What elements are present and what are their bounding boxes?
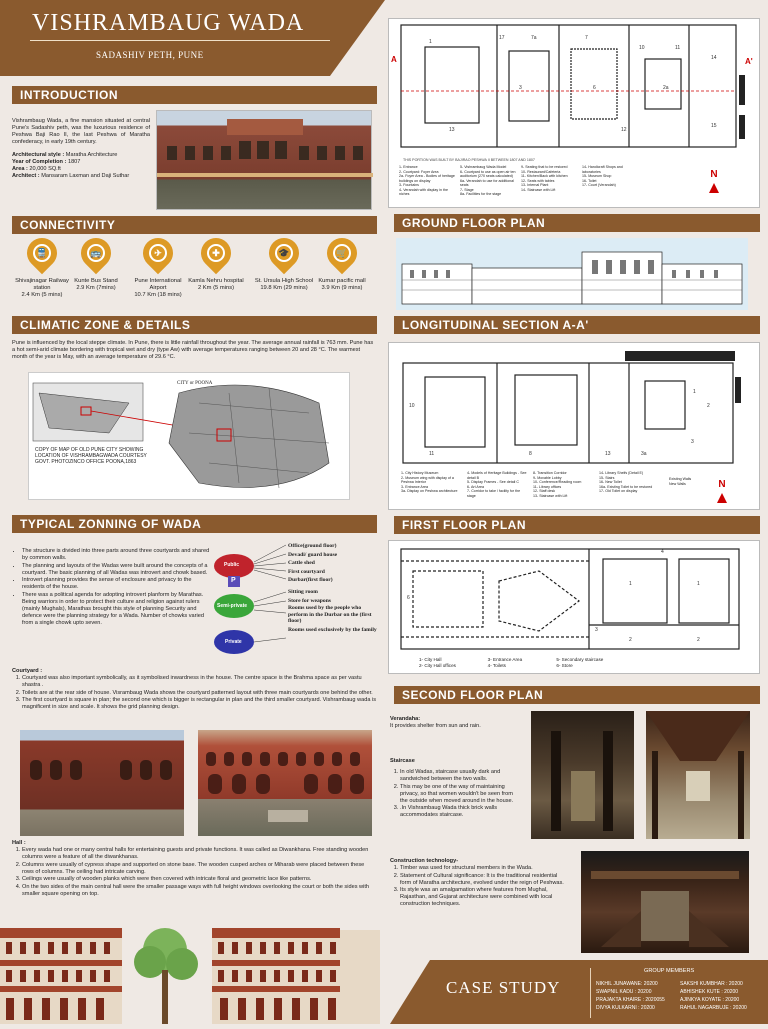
courtyard-title: Courtyard : bbox=[12, 668, 43, 674]
courtyard-photo-1-arches bbox=[20, 730, 184, 836]
svg-text:3: 3 bbox=[595, 627, 598, 633]
verandah-body: It provides shelter from sun and rain. bbox=[390, 723, 481, 729]
svg-text:13: 13 bbox=[605, 451, 611, 457]
map-drawing bbox=[29, 373, 351, 501]
hall-item: 4. On the two sides of the main central hall were the smaller passage ways with full height windows overlooking the court or both the sides with smaller square opening on top. bbox=[22, 884, 377, 898]
staircase-item: 1. In old Wadas, staircase usually dark and sandwiched between the two walls. bbox=[400, 769, 520, 783]
courtyard-interior-photo bbox=[581, 851, 749, 953]
construction-title: Construction technology- bbox=[390, 858, 459, 864]
courtyard-item: 3. The first courtyard is square in plan; the second one which is bigger is rectangular in plan and the third smaller courtyard. Vishrambaug wada is magnificent in size and scale. It shows the grid planning design. bbox=[22, 697, 377, 711]
staircase-section bbox=[390, 758, 520, 820]
construction-section bbox=[390, 858, 570, 909]
svg-text:11: 11 bbox=[675, 45, 681, 51]
svg-text:1: 1 bbox=[693, 389, 696, 395]
north-label: N bbox=[718, 479, 726, 490]
svg-text:15: 15 bbox=[711, 123, 717, 129]
svg-text:17: 17 bbox=[499, 35, 505, 41]
zoning-bullet: • Introvert planning provides the sense of enclosure and privacy to the residents of the house. bbox=[22, 577, 210, 591]
svg-text:2: 2 bbox=[629, 637, 632, 643]
svg-text:1: 1 bbox=[629, 581, 632, 587]
zoning-bullet: • The planning and layouts of the Wadas were built around the concepts of a courtyard. The basic planning of all Wadas was introvert and chowk based. bbox=[22, 563, 210, 577]
zone-private-label: Private bbox=[225, 639, 242, 645]
second-floor-plan bbox=[388, 540, 760, 674]
group-title: GROUP MEMBERS bbox=[644, 968, 695, 974]
map-title: CITY or POONA bbox=[177, 381, 213, 386]
staircase-item: 2. This may be one of the way of maintaining privacy, so that women wouldn't be seen from the outside when moved around in the house. bbox=[400, 784, 520, 805]
climate-text: Pune is influenced by the local steppe climate. In Pune, there is little rainfall throughout the year. The average annual rainfall is 763 mm. Pune has a hot semi-arid climate bordering with tropical wet and dry (type Aw) with average temperatures ranging between 20 and 28 °C. The warmest month of the year is May, with an average temperature of 29.6 °C. bbox=[12, 340, 374, 360]
north-label: N bbox=[710, 169, 718, 180]
first-floor-plan bbox=[388, 342, 760, 510]
map-caption: COPY OF MAP OF OLD PUNE CITY SHOWING LOCATION OF VISHRAMBAGWADA COURTESY GOVT. PHOTOZINCO OFFICE POONA,1863 bbox=[35, 447, 147, 465]
sf-heading: SECOND FLOOR PLAN bbox=[394, 686, 760, 704]
verandah-section bbox=[390, 716, 520, 730]
conn-train bbox=[12, 234, 72, 299]
zone-labels: Office(ground floor) Devadi/ guard house Cattle shed First courtyard Durbar(first floor) Sitting room Store for weapons Rooms used by the people who perform in the Durbar on the (first floor) Rooms used exclusively by the family bbox=[288, 543, 377, 633]
longitudinal-section bbox=[396, 238, 748, 310]
construction-item: 1. Timber was used for structural members in the Wada. bbox=[400, 865, 570, 872]
svg-text:8: 8 bbox=[529, 451, 532, 457]
zoning-bullet: • The structure is divided into three parts around three courtyards and shared by common walls. bbox=[22, 548, 210, 562]
ff-legend-keys: Existing Walls New Walls bbox=[669, 477, 692, 486]
courtyard-item: 2. Toilets are at the rear side of house. Visrambaug Wada shows the courtyard patterned layout with three main courtyards one behind the other. bbox=[22, 690, 377, 697]
ff-heading: FIRST FLOOR PLAN bbox=[394, 516, 760, 534]
zoning-bullet: • There was a political agenda for adopting introvert planform by Marathas. Being warriors in order to protect their culture and religion against rulers (mainly Mughals), Marathas brought this style of planning Security and defence were the planning strategy for a Wada. Number of chowks varied from a single chowk upto seven. bbox=[22, 592, 210, 627]
section-heading: LONGITUDINAL SECTION A-A' bbox=[394, 316, 760, 334]
svg-text:3: 3 bbox=[691, 439, 694, 445]
mall-icon: 🛒 bbox=[333, 244, 351, 262]
svg-text:6: 6 bbox=[407, 595, 410, 601]
staircase-photo-detail bbox=[531, 711, 634, 839]
connectivity-list bbox=[12, 234, 377, 314]
verandah-photo-detail bbox=[646, 711, 750, 839]
staircase-item: 3. .In Vishrambaug Wada thick brick walls accommodates staircase. bbox=[400, 805, 520, 819]
zoning-diagram bbox=[214, 542, 377, 660]
svg-text:12: 12 bbox=[621, 127, 627, 133]
zoning-bullets bbox=[12, 548, 210, 627]
hall-title: Hall : bbox=[12, 840, 26, 846]
staircase-title: Staircase bbox=[390, 758, 415, 764]
footer-divider bbox=[590, 968, 591, 1018]
intro-text bbox=[12, 118, 150, 180]
fact-architect: Architect : Mansaram Laxman and Daji Suthar bbox=[12, 173, 130, 179]
conn-bus bbox=[66, 234, 126, 292]
courtyard-photo-2 bbox=[198, 730, 372, 836]
hall-section bbox=[12, 840, 377, 898]
courtyard-section bbox=[12, 668, 377, 712]
marker-a-prime: A' bbox=[745, 57, 753, 66]
members-right: SAKSHI KUMBHAR : 20200 ABHISHEK KUTE : 20200 AJINKYA KOYATE : 20200 RAHUL NAGARBUJE : 20200 bbox=[680, 981, 747, 1011]
verandah-title: Verandaha: bbox=[390, 716, 421, 722]
header-banner bbox=[0, 0, 385, 76]
conn-label: Kamla Nehru hospital 2 Km (5 mins) bbox=[188, 278, 244, 291]
footer-bar bbox=[390, 960, 768, 1024]
section-drawing bbox=[396, 238, 748, 310]
verandah-photo bbox=[646, 711, 750, 839]
marker-a: A bbox=[391, 55, 397, 64]
conn-mall bbox=[312, 234, 372, 292]
svg-text:13: 13 bbox=[449, 127, 455, 133]
conn-school bbox=[254, 234, 314, 292]
sf-legend: 1- City Hall 2- City Hall offices 3- Entrance Area 4- Toilets 5- Secondary staircase 6- Store bbox=[419, 657, 604, 668]
north-arrow bbox=[709, 169, 719, 198]
gf-note: THIS PORTION WAS BUILT BY BAJIRAO PESHWA II BETWEEN 1807 AND 1807 bbox=[403, 158, 535, 162]
conn-label: Shivajinagar Railway station 2.4 Km (5 mins) bbox=[15, 278, 69, 298]
connectivity-heading: CONNECTIVITY bbox=[12, 216, 377, 234]
courtyard-photo-1 bbox=[20, 730, 184, 836]
svg-text:2a: 2a bbox=[663, 85, 669, 91]
fact-area: Area : 20,000 SQ.ft bbox=[12, 166, 61, 172]
construction-item: 3. Its style was an amalgamation where features from Mughal, Rajasthan, and Gujarat architecture were combined with local construction techniques. bbox=[400, 887, 570, 908]
zone-p-label: P bbox=[231, 577, 236, 584]
construction-item: 2. Statement of Cultural significance: It is the traditional residential form of Maratha architecture, evolved under the reign of Peshwas. bbox=[400, 873, 570, 887]
conn-label: Kunte Bus Stand 2.9 Km (7mins) bbox=[74, 278, 118, 291]
svg-text:1: 1 bbox=[697, 581, 700, 587]
school-icon: 🎓 bbox=[275, 244, 293, 262]
climate-heading: CLIMATIC ZONE & DETAILS bbox=[12, 316, 377, 334]
title-underline bbox=[30, 40, 330, 41]
svg-text:14: 14 bbox=[711, 55, 717, 61]
conn-label: Pune International Airport 10.7 Km (18 mins) bbox=[134, 278, 182, 298]
hall-item: 2. Columns were usually of cypress shape and supported on stone base. The wooden cusped arches or Miharab were placed between these rows of columns. The ceiling had intricate carving. bbox=[22, 862, 377, 876]
svg-text:1: 1 bbox=[429, 39, 432, 45]
airplane-icon: ✈ bbox=[149, 244, 167, 262]
members-left: NIKHIL JUNAWANE: 20200 SWAPNIL KADU : 20200 PRAJAKTA KHAIRE : 2020055 DIVYA KULKARNI : 20200 bbox=[596, 981, 665, 1011]
page-title: VISHRAMBAUG WADA bbox=[32, 10, 305, 36]
fact-year: Year of Completion : 1807 bbox=[12, 159, 81, 165]
svg-text:4: 4 bbox=[661, 549, 664, 555]
second-floor-plan-drawing bbox=[389, 541, 761, 675]
bottom-elevations bbox=[0, 920, 380, 1024]
gf-heading: GROUND FLOOR PLAN bbox=[394, 214, 760, 232]
intro-photo bbox=[156, 110, 372, 210]
courtyard-item: 1. Courtyard was also important symbolically, as it symbolised inwardness in the house. The centre space is the Brahma space as per vastu shastra . bbox=[22, 675, 377, 689]
intro-heading: INTRODUCTION bbox=[12, 86, 377, 104]
svg-text:2: 2 bbox=[697, 637, 700, 643]
svg-text:7: 7 bbox=[585, 35, 588, 41]
north-arrow-icon bbox=[709, 183, 719, 193]
courtyard-interior-detail bbox=[581, 851, 749, 953]
svg-text:10: 10 bbox=[639, 45, 645, 51]
gf-legend: 1- Entrance 2- Courtyard: Foyer Area 2a- Foyer Area - Bodies of heritage buildings on display 3- Fountains 4- Verandah with display in the niches 5- Vishrambaug Wada Model 6- Courtyard to use as open air ten auditorium (270 seats calculated) 6a- Verandah to use for additional seats 7- Stage 8a- Facilities for the stage 9- Seating that to be restored 10- Restaurant/Cafeteria 11- Kitchen/Back with kitchen 12- Seats with tables 13- Internal Plant 14- Staircase with Lift 14- Handicraft Shops and laboratories 15- Museum Shop 16- Toilet 17- Court (Verandah) bbox=[399, 165, 623, 196]
intro-body: Vishrambaug Wada, a fine mansion situated at central Pune's Sadashiv peth, was the luxurious residence of Peshwa Baji Rao II, the last Peshwa of Maratha confederacy, in early 19th century. bbox=[12, 118, 150, 145]
train-icon: 🚆 bbox=[33, 244, 51, 262]
conn-hospital bbox=[186, 234, 246, 292]
hall-item: 1. Every wada had one or many central halls for entertaining guests and private functions. It was called as Diwankhana. Free standing wooden columns were a feature of all the diwankhanas. bbox=[22, 847, 377, 861]
elevation-drawing bbox=[0, 920, 380, 1024]
svg-text:6: 6 bbox=[593, 85, 596, 91]
ff-legend: 1- City History Museum 2- Museum wing with display of a Peshwa Interior 3- Entrance Area 3a- Display on Peshwa architecture 4- Models of Heritage Buildings - See detail B 5- Display Frames - See detail C 6- Art Area 7- Corridor to take / facility for the stage 8- Transition Corridor 9- Movable Lobby 10- Conference/Reading room 11- Library offices 12- Staff desk 13- Staircase with Lift 14- Library Shelfs (Detail E) 15- Stairs 16- New Toilet 16a- Existing Toilet to be restored 17- Old Toilet on display bbox=[401, 471, 653, 498]
fact-style: Architectural style : Maratha Architecture bbox=[12, 152, 118, 158]
zone-semiprivate-label: Semi-private bbox=[217, 603, 248, 609]
hall-item: 3. Ceilings were usually of wooden planks which were then covered with intricate floral and geometric lace like patterns. bbox=[22, 876, 377, 883]
hospital-icon: ✚ bbox=[207, 244, 225, 262]
svg-text:3a: 3a bbox=[641, 451, 647, 457]
north-arrow-2 bbox=[717, 479, 727, 508]
facade-drawing bbox=[157, 111, 373, 211]
ground-floor-plan bbox=[388, 18, 760, 208]
zone-public-label: Public bbox=[224, 562, 240, 568]
conn-label: Kumar pacific mall 3.9 Km (9 mins) bbox=[318, 278, 366, 291]
svg-text:11: 11 bbox=[429, 451, 435, 457]
page-subtitle: SADASHIV PETH, PUNE bbox=[96, 50, 204, 60]
svg-text:10: 10 bbox=[409, 403, 415, 409]
svg-text:3: 3 bbox=[519, 85, 522, 91]
old-pune-map bbox=[28, 372, 350, 500]
svg-text:2: 2 bbox=[707, 403, 710, 409]
svg-text:7a: 7a bbox=[531, 35, 537, 41]
conn-airport bbox=[128, 234, 188, 299]
courtyard-photo-2-arches bbox=[198, 730, 372, 836]
zoning-heading: TYPICAL ZONNING OF WADA bbox=[12, 515, 377, 533]
case-study-label: CASE STUDY bbox=[446, 978, 561, 997]
staircase-photo bbox=[531, 711, 634, 839]
conn-label: St. Ursula High School 19.8 Km (29 mins) bbox=[254, 278, 314, 291]
north-arrow-icon bbox=[717, 493, 727, 503]
bus-icon: 🚌 bbox=[87, 244, 105, 262]
